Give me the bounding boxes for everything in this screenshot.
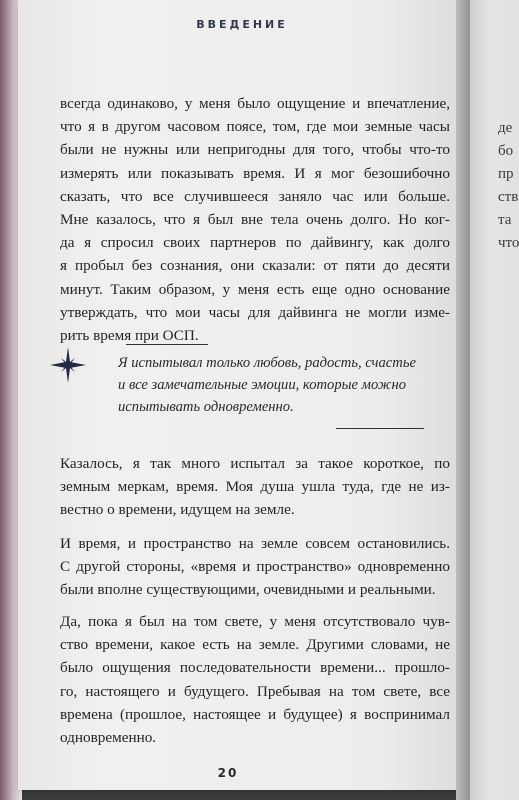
next-page-fragment: ств <box>498 189 519 205</box>
next-page-fragment: де <box>498 120 513 136</box>
next-page-fragment: та <box>498 212 512 228</box>
text-line: Мне казалось, что я был вне тела очень долго. Но ког- <box>60 211 450 229</box>
paragraph-2 <box>60 452 450 522</box>
page-number: 20 <box>217 766 239 780</box>
text-line: земным меркам, время. Моя душа ушла туда, где не из- <box>60 478 450 496</box>
text-line: всегда одинаково, у меня было ощущение и впечатление, <box>60 95 450 112</box>
text-line: были не нужны или непригодны для того, чтобы что-то <box>60 141 450 159</box>
paragraph-4 <box>60 610 450 749</box>
next-page-edge <box>470 0 519 800</box>
text-line: Да, пока я был на том свете, у меня отсутствовало чув- <box>60 613 450 630</box>
text-line: было ощущения последовательности времени... прошло- <box>60 659 450 677</box>
book-page <box>18 0 466 790</box>
pull-quote <box>118 352 438 418</box>
paragraph-1 <box>60 92 450 347</box>
text-line: ство времени, какое есть на земле. Другими словами, не <box>60 636 450 654</box>
sparkle-star-icon <box>48 345 88 385</box>
text-line: Казалось, я так много испытал за такое короткое, по <box>60 455 450 472</box>
text-line: одновременно. <box>60 729 157 747</box>
text-line: го, настоящего и будущего. Пребывая на том свете, все <box>60 682 450 700</box>
text-line: времена (прошлое, настоящее и будущее) я воспринимал <box>60 705 450 723</box>
quote-line: и все замечательные эмоции, которые можно <box>118 377 406 393</box>
text-line: вестно о времени, идущем на земле. <box>60 501 295 519</box>
text-line: я пробыл без сознания, они сказали: от пяти до десяти <box>60 257 450 275</box>
next-page-fragment: что <box>498 235 519 251</box>
next-page-fragment: пр <box>498 166 514 182</box>
text-line: рить время при ОСП. <box>60 327 199 345</box>
next-page-fragment: бо <box>498 143 514 159</box>
text-line: сказать, что все случившееся заняло час или больше. <box>60 187 450 205</box>
quote-top-rule <box>126 344 208 345</box>
text-line: утверждать, что мои часы для дайвинга не могли изме- <box>60 303 450 321</box>
text-line: минут. Таким образом, у меня есть еще одно основание <box>60 280 450 298</box>
quote-bottom-rule <box>336 428 424 429</box>
quote-line: испытывать одновременно. <box>118 399 294 415</box>
text-line: И время, и пространство на земле совсем остановились. <box>60 535 450 552</box>
text-line: С другой стороны, «время и пространство» одновременно <box>60 558 450 576</box>
text-line: что я в другом часовом поясе, том, где мои земные часы <box>60 118 450 136</box>
paragraph-3 <box>60 532 450 602</box>
text-line: измерять или показывать время. И я мог безошибочно <box>60 164 450 182</box>
running-header: ВВЕДЕНИЕ <box>196 18 288 31</box>
text-line: были вполне существующими, очевидными и реальными. <box>60 581 436 599</box>
quote-line: Я испытывал только любовь, радость, счастье <box>118 355 416 371</box>
text-line: да я спросил своих партнеров по дайвингу, как долго <box>60 234 450 252</box>
